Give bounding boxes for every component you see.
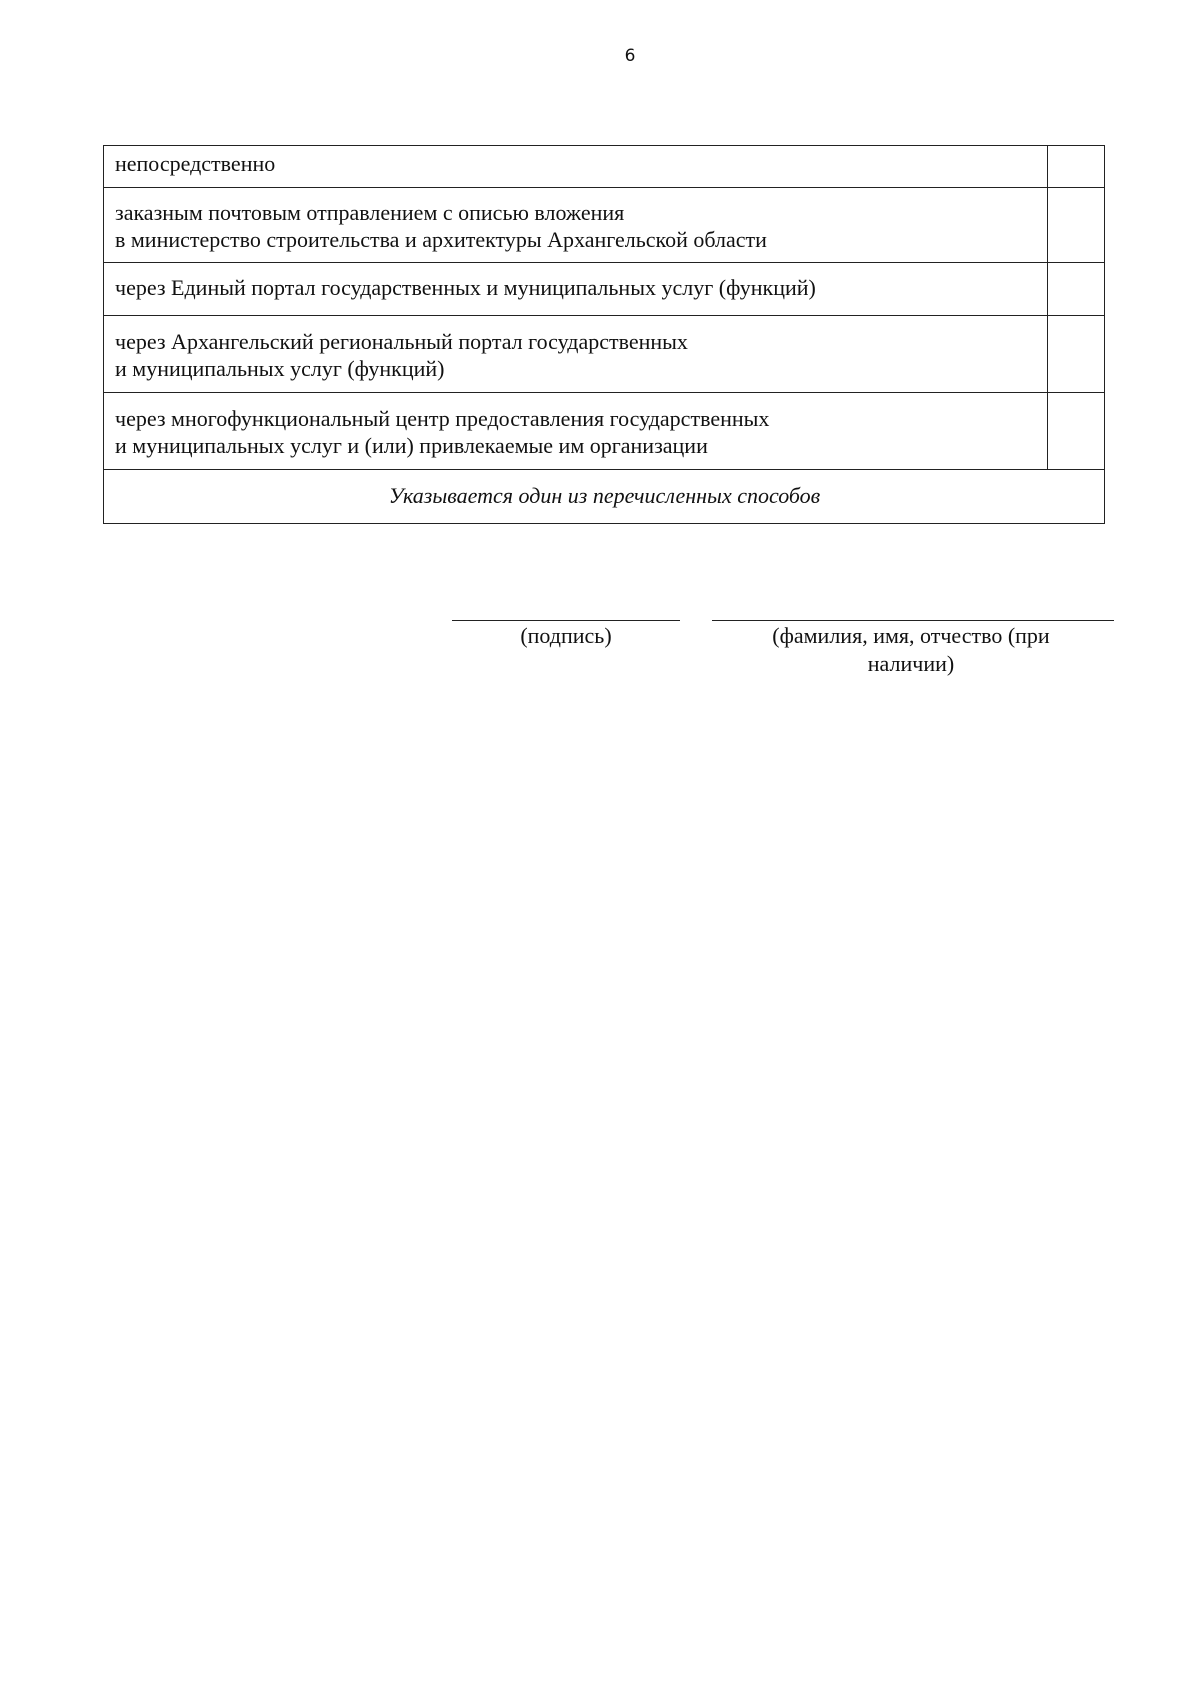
method-line: заказным почтовым отправлением с описью вложения [115, 200, 625, 225]
table-row [104, 316, 1105, 393]
table-row [104, 393, 1105, 470]
method-label [104, 393, 1048, 470]
full-name-field[interactable] [712, 620, 1114, 700]
submission-methods-table [103, 145, 1105, 524]
table-row [104, 263, 1105, 316]
method-label [104, 146, 1048, 188]
method-line: в министерство строительства и архитектуры Архангельской области [115, 227, 767, 252]
method-line: и муниципальных услуг (функций) [115, 356, 445, 381]
method-checkbox-cell[interactable] [1048, 393, 1105, 470]
method-line: непосредственно [115, 151, 276, 176]
method-checkbox-cell[interactable] [1048, 188, 1105, 263]
method-checkbox-cell[interactable] [1048, 263, 1105, 316]
table-note: Указывается один из перечисленных способов [104, 470, 1105, 524]
signature-field[interactable] [452, 620, 680, 700]
full-name-caption: (фамилия, имя, отчество (при наличии) [772, 623, 1050, 676]
method-line: через многофункциональный центр предоставления государственных [115, 406, 770, 431]
signature-caption: (подпись) [520, 623, 612, 648]
full-name-line [712, 620, 1114, 621]
table-row [104, 146, 1105, 188]
method-line: через Единый портал государственных и муниципальных услуг (функций) [115, 275, 816, 300]
method-checkbox-cell[interactable] [1048, 316, 1105, 393]
method-label [104, 316, 1048, 393]
method-checkbox-cell[interactable] [1048, 146, 1105, 188]
page-number: 6 [624, 46, 636, 66]
method-label [104, 188, 1048, 263]
method-line: через Архангельский региональный портал государственных [115, 329, 688, 354]
table-note-row [104, 470, 1105, 524]
table-row [104, 188, 1105, 263]
method-line: и муниципальных услуг и (или) привлекаемые им организации [115, 433, 708, 458]
signature-line [452, 620, 680, 621]
method-label [104, 263, 1048, 316]
